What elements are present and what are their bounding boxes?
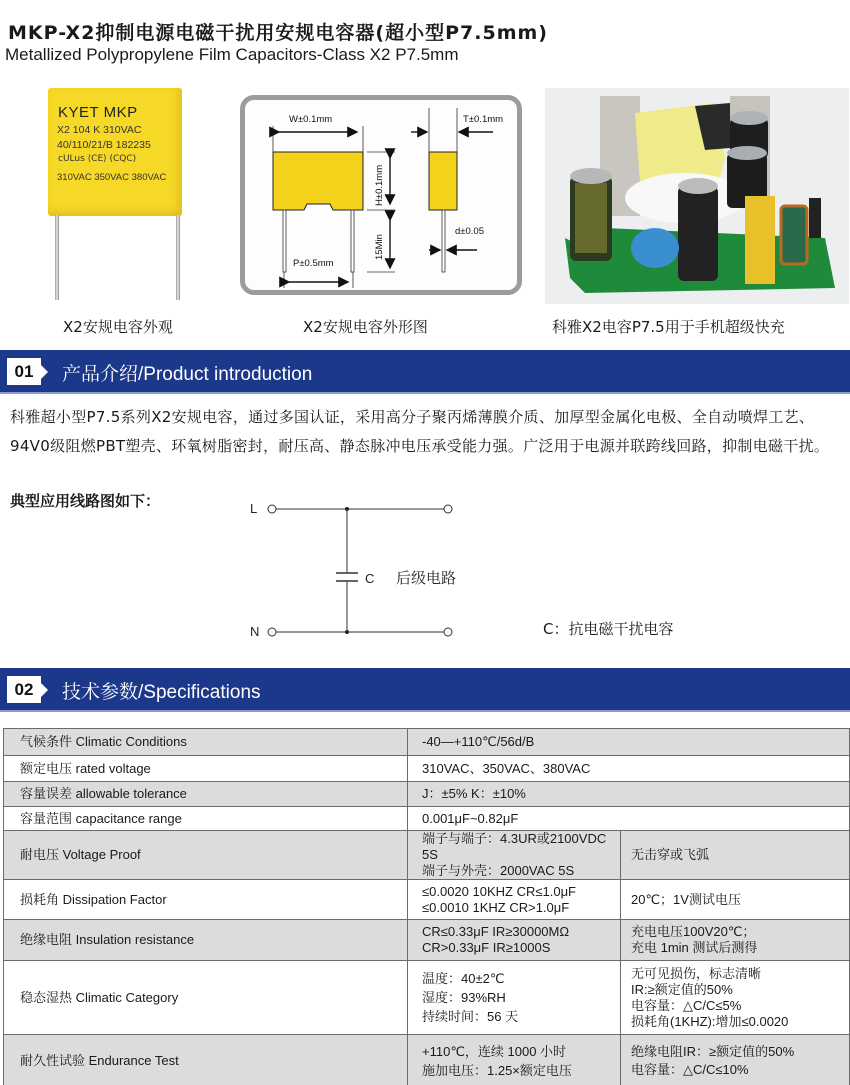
image-caption: X2安规电容外观 (63, 318, 173, 336)
spec-condition (621, 961, 850, 1035)
spec-name: 耐久性试验 Endurance Test (4, 1035, 408, 1085)
spec-name: 容量范围 capacitance range (4, 807, 408, 831)
spec-condition-line: 充电电压100V20℃； (631, 924, 756, 939)
circuit-label: 典型应用线路图如下： (10, 492, 161, 510)
spec-value-line: 湿度：93%RH (422, 990, 506, 1005)
spec-value (408, 880, 621, 920)
capacitor-lead (55, 215, 59, 300)
dimension-drawing (240, 95, 522, 295)
spec-condition-line: IR:≥额定值的50% (631, 981, 733, 997)
capacitor-marking-line: 40/110/21/B 182235 (57, 139, 151, 151)
page-subtitle: Metallized Polypropylene Film Capacitors-Class X2 P7.5mm (5, 45, 459, 64)
capacitor-photo (0, 80, 230, 310)
spec-value-line: 施加电压：1.25×额定电压 (422, 1062, 572, 1078)
pcb-photo (545, 88, 849, 304)
line-n-label: N (250, 624, 260, 639)
spec-value: -40—+110℃/56d/B (408, 729, 850, 756)
table-row (4, 920, 850, 961)
section-header-specifications (0, 668, 850, 712)
spec-condition-line: 损耗角(1KHZ):增加≤0.0020 (631, 1013, 789, 1029)
table-row (4, 1035, 850, 1085)
spec-value-line: ≤0.0010 1KHZ CR>1.0μF (422, 899, 570, 915)
spec-condition (621, 1035, 850, 1085)
table-row (4, 807, 850, 831)
capacitor-marking-line: X2 104 K 310VAC (57, 124, 142, 136)
table-row (4, 729, 850, 756)
spec-name: 容量误差 allowable tolerance (4, 782, 408, 807)
image-caption: 科雅X2电容P7.5用于手机超级快充 (552, 318, 785, 336)
spec-name: 耐电压 Voltage Proof (4, 831, 408, 880)
line-l-label: L (250, 501, 258, 516)
table-row (4, 831, 850, 880)
spec-value-line: 端子与端子：4.3UR或2100VDC 5S (422, 831, 607, 862)
spec-value-line: CR≤0.33μF IR≥30000MΩ (422, 924, 570, 939)
capacitor-brand: KYET MKP (58, 104, 138, 121)
spec-condition-line: 20℃；1V测试电压 (631, 891, 741, 907)
spec-condition-line: 无击穿或飞弧 (631, 847, 710, 862)
dim-width-label: W±0.1mm (289, 114, 333, 125)
dim-lead-length-label: 15Min (374, 234, 385, 260)
intro-paragraph: 科雅超小型P7.5系列X2安规电容，通过多国认证，采用高分子聚丙烯薄膜介质、加厚型金属化电极、全自动喷焊工艺、94V0级阻燃PBT塑壳、环氧树脂密封，耐压高、静态脉冲电压承受能力强。广泛用于电源并联跨线回路，抑制电磁干扰。 (10, 408, 830, 455)
spec-name: 绝缘电阻 Insulation resistance (4, 920, 408, 961)
section-header-product-intro (0, 350, 850, 394)
spec-condition-line: 充电 1min 测试后测得 (631, 940, 758, 955)
dim-thickness-label: T±0.1mm (463, 114, 504, 125)
spec-name: 损耗角 Dissipation Factor (4, 880, 408, 920)
capacitor-label: C (365, 571, 375, 586)
spec-value-line: 温度：40±2℃ (422, 971, 505, 986)
circuit-note: C：抗电磁干扰电容 (543, 620, 674, 638)
section-number: 02 (7, 676, 41, 703)
spec-condition (621, 831, 850, 880)
table-row (4, 961, 850, 1035)
chevron-right-icon (41, 365, 48, 379)
section-title: 技术参数/Specifications (62, 682, 261, 703)
spec-value-line: ≤0.0020 10KHZ CR≤1.0μF (422, 883, 576, 899)
table-row (4, 756, 850, 782)
spec-value (408, 920, 621, 961)
image-caption: X2安规电容外形图 (303, 318, 428, 336)
dim-pitch-label: P±0.5mm (293, 258, 334, 269)
spec-value-line: CR>0.33μF IR≥1000S (422, 940, 551, 955)
spec-table (3, 728, 850, 1085)
spec-name: 额定电压 rated voltage (4, 756, 408, 782)
spec-value (408, 961, 621, 1035)
spec-value: 0.001μF~0.82μF (408, 807, 850, 831)
table-row (4, 782, 850, 807)
pcb-illustration (545, 88, 849, 304)
spec-value (408, 1035, 621, 1085)
dim-height-label: H±0.1mm (374, 164, 385, 206)
spec-value-line: 持续时间：56 天 (422, 1009, 519, 1024)
spec-value-line: +110℃，连续 1000 小时 (422, 1043, 567, 1059)
spec-name: 气候条件 Climatic Conditions (4, 729, 408, 756)
chevron-right-icon (41, 683, 48, 697)
spec-condition-line: 绝缘电阻IR：≥额定值的50% (631, 1043, 795, 1059)
spec-condition-line: 电容量：△C/C≤10% (631, 1061, 749, 1077)
section-number: 01 (7, 358, 41, 385)
spec-name: 稳态湿热 Climatic Category (4, 961, 408, 1035)
dim-lead-dia-label: d±0.05 (455, 226, 484, 237)
spec-value-line: 端子与外壳：2000VAC 5S (422, 863, 575, 878)
dimension-drawing-svg (245, 100, 517, 290)
capacitor-marking-line: 310VAC 350VAC 380VAC (57, 172, 167, 183)
load-label: 后级电路 (396, 569, 457, 587)
section-title: 产品介绍/Product introduction (62, 364, 313, 385)
spec-condition (621, 920, 850, 961)
capacitor-body (48, 88, 182, 216)
certification-marks: cULus ⟨CE⟩ (CQC) (58, 154, 137, 164)
spec-condition (621, 880, 850, 920)
page-title: MKP-X2抑制电源电磁干扰用安规电容器(超小型P7.5mm) (8, 22, 548, 44)
spec-value: J：±5% K：±10% (408, 782, 850, 807)
capacitor-lead (176, 215, 180, 300)
spec-value: 310VAC、350VAC、380VAC (408, 756, 850, 782)
circuit-svg (230, 495, 530, 645)
spec-value (408, 831, 621, 880)
table-row (4, 880, 850, 920)
spec-condition-line: 电容量：△C/C≤5% (631, 997, 742, 1013)
spec-condition-line: 无可见损伤，标志清晰 (631, 965, 762, 981)
circuit-diagram (230, 495, 530, 649)
